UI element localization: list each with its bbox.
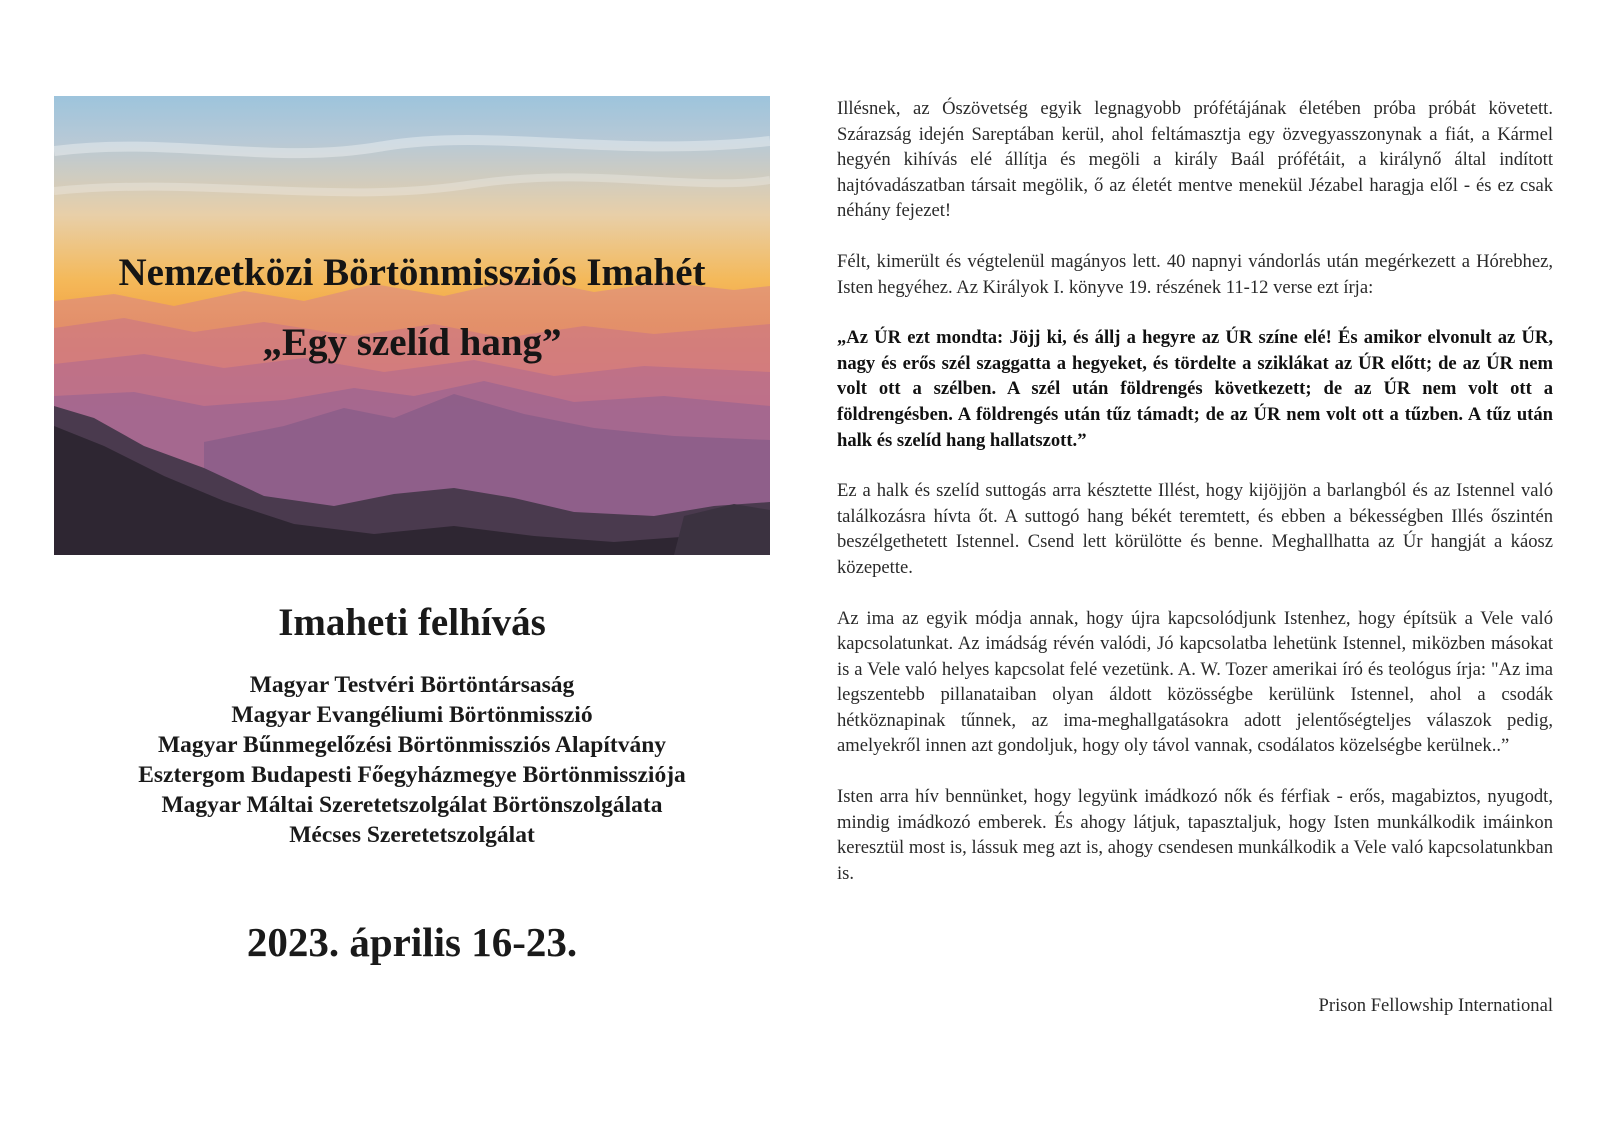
organization-item: Mécses Szeretetszolgálat [289, 822, 535, 848]
article-paragraph: Illésnek, az Ószövetség egyik legnagyobb prófétájának életében próba próbát követett. Szárazság idején Sareptában kerül, ahol feltámasztja egy özvegyasszonynak a fiát, a Kármel hegyén kihívás elé állítja és megöli a király Baál prófétáit, a királynő által indított hajtóvadászatban társait megölik, ő az életét mentve menekül Jézabel haragja elől - és ez csak néhány fejezet! [837, 98, 1553, 222]
article-body [837, 96, 1553, 886]
bible-quote: „Az ÚR ezt mondta: Jöjj ki, és állj a hegyre az ÚR színe elé! És amikor elvonult az ÚR, nagy és erős szél szaggatta a hegyeket, és tördelte a sziklákat az ÚR előtt; de az ÚR nem volt ott a szélben. A szél után földrengés következett; de az ÚR nem volt ott a földrengésben. A földrengés után tűz támadt; de az ÚR nem volt ott a tűzben. A tűz után halk és szelíd hang hallatszott.” [837, 327, 1553, 451]
organization-item: Magyar Evangéliumi Börtönmisszió [231, 702, 593, 728]
article-paragraph: Félt, kimerült és végtelenül magányos lett. 40 napnyi vándorlás után megérkezett a Hórebhez, Isten hegyéhez. Az Királyok I. könyve 19. részének 11-12 verse ezt írja: [837, 250, 1553, 298]
article-paragraph: Az ima az egyik módja annak, hogy újra kapcsolódjunk Istenhez, hogy építsük a Vele való kapcsolatunkat. Az imádság révén valódi, Jó kapcsolatba lehetünk Istennel, miközben másokat is a Vele való helyes kapcsolat felé vezetünk. A. W. Tozer amerikai író és teológus írja: "Az ima legszentebb pillanataiban olyan áldott közösségbe kerülünk Istennel, ahol a csodák hétköznapinak tűnnek, az ima-meghallgatásokra adott jelentőségteljes válaszok pedig, amelyekről innen azt gondoljuk, hogy oly távol vannak, csodálatos közelségbe kerülnek..” [837, 607, 1553, 757]
signature: Prison Fellowship International [1318, 995, 1553, 1016]
organization-item: Magyar Testvéri Börtöntársaság [249, 672, 575, 698]
page-heading: Imaheti felhívás [278, 601, 546, 644]
organization-list [54, 670, 770, 850]
banner-subtitle: „Egy szelíd hang” [262, 321, 562, 364]
organization-item: Magyar Máltai Szeretetszolgálat Börtönszolgálata [161, 792, 663, 818]
event-date: 2023. április 16-23. [246, 919, 578, 965]
organization-item: Magyar Bűnmegelőzési Börtönmissziós Alapítvány [157, 732, 667, 758]
banner-image [54, 96, 770, 555]
organization-item: Esztergom Budapesti Főegyházmegye Börtönmissziója [138, 762, 686, 788]
article-paragraph: Isten arra hív bennünket, hogy legyünk imádkozó nők és férfiak - erős, magabiztos, nyugodt, mindig imádkozó emberek. És ahogy látjuk, tapasztaljuk, hogy Isten munkálkodik imáinkon keresztül most is, lássuk meg azt is, ahogy csendesen munkálkodik a Vele való kapcsolatunkban is. [837, 786, 1553, 884]
article-paragraph: Ez a halk és szelíd suttogás arra késztette Illést, hogy kijöjjön a barlangból és az Istennel való találkozásra hívta őt. A suttogó hang békét teremtett, és ebben a békességben Illés őszintén beszélgethetett Istennel. Csend lett körülötte és benne. Meghallhatta az Úr hangját a káosz közepette. [837, 480, 1553, 578]
banner-title: Nemzetközi Börtönmissziós Imahét [118, 251, 706, 294]
